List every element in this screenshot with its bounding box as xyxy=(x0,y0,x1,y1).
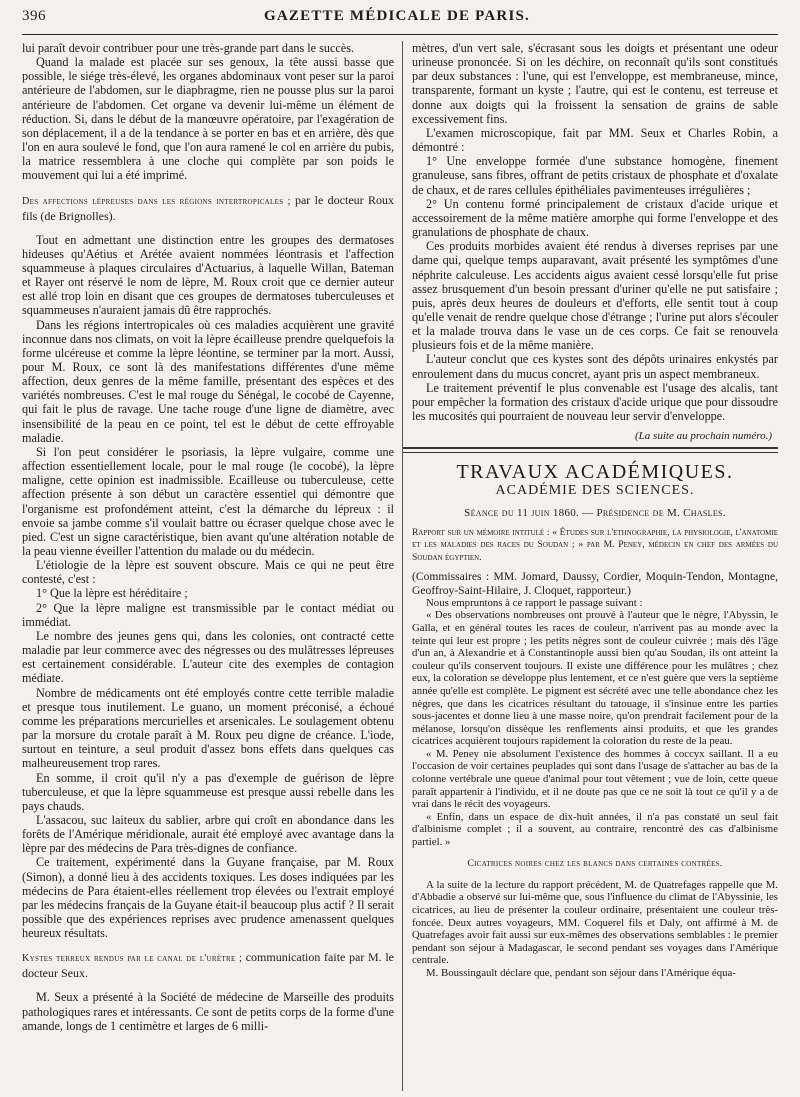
continued-note: (La suite au prochain numéro.) xyxy=(635,430,772,443)
section-heading-lepreuses xyxy=(22,193,394,225)
paragraph: Ces produits morbides avaient été rendus à diverses reprises par une dame qui, quelque temps auparavant, avait présenté les symptômes d'une néphrite calculeuse. Les accidents aigus avaient cessé lorsqu'elle fut prise assez brusquement d'un besoin pressant d'uriner qu'elle ne put satisfaire ; puis, après deux heures de douleurs et d'efforts, elle sentit tout à coup qu'elle venait de rendre quelque chose d'étrange ; l'urine put alors s'écouler et la malade trouva dans le vase un de ces corps. Ce fait se renouvela plusieurs fois et de la même manière. xyxy=(412,239,778,353)
paragraph: Ce traitement, expérimenté dans la Guyane française, par M. Roux (Simon), a donné lieu à des accidents toxiques. Les doses indiquées par les médecins de Para étaient-elles réellement trop élevées ou l'extrait employé par les médecins français de la Guyane était-il beaucoup plus actif ? Il serait possible que des expériences reprises avec prudence amenassent quelques heureux résultats. xyxy=(22,855,394,941)
paragraph: L'examen microscopique, fait par MM. Seux et Charles Robin, a démontré : xyxy=(412,125,778,155)
commission-list: (Commissaires : MM. Jomard, Daussy, Cordier, Moquin-Tendon, Montagne, Geoffroy-Saint-Hilaire, J. Cloquet, rapporteur.) xyxy=(412,570,778,597)
right-column xyxy=(403,41,778,1091)
section-title: Kystes terreux rendus par le canal de l'urètre ; xyxy=(22,953,243,965)
paragraph: Nous empruntons à ce rapport le passage suivant : xyxy=(426,596,643,609)
paragraph: L'auteur conclut que ces kystes sont des dépôts urinaires enkystés par enroulement dans du mucus concret, ayant pris un aspect membraneux. xyxy=(412,352,778,381)
left-column xyxy=(22,41,403,1091)
paragraph: Quand la malade est placée sur ses genoux, la tête aussi basse que possible, le siége très-élevé, les organes abdominaux vont peser sur la paroi antérieure de l'abdomen, sur le diaphragme, rien ne pousse plus sur la paroi antérieure de l'abdomen. Cet organe va devenir lui-même un élément de réduction. Si, dans le début de la manœuvre opératoire, par l'exagération de son déplacement, il a de la tendance à se porter en bas et en arrière, dès que l'on en aura soulevé le fond, que l'on aura ramené le col en arrière du pubis, la matrice ressemblera à une cloche qui complète par son poids le mouvement qui lui a été imprimé. xyxy=(22,55,394,183)
quote-paragraph: « Enfin, dans un espace de dix-huit années, il n'a pas constaté un seul fait d'albinisme complet ; il a souvent, au contraire, rencontré des cas d'albinisme partiel. » xyxy=(412,810,778,849)
page-header xyxy=(22,8,778,35)
subheading-academie: ACADÉMIE DES SCIENCES. xyxy=(495,482,695,498)
list-item: 1° Une enveloppe formée d'une substance homogène, finement granuleuse, sans fibres, offrant de petits cristaux de phosphate et d'oxalate de chaux, et de rares cellules épithéliales pavimenteuses irrégulières ; xyxy=(412,154,778,197)
paragraph: L'assacou, suc laiteux du sablier, arbre qui croît en abondance dans les forêts de l'Amérique méridionale, aurait été employé avec avantage dans la lèpre par des médecins de Para très-dignes de confiance. xyxy=(22,812,394,856)
paragraph: Tout en admettant une distinction entre les groupes des dermatoses hideuses qu'Aétius et Arétée avaient nommées léontrasis et l'affection squammeuse à plaques circulaires d'Actuarius, à laquelle Willan, Bateman et Rayer ont réservé le nom de lèpre, M. Roux croit que ce dernier auteur est allé trop loin en disant que ces groupes de dermatoses tuberculeuses et squammeuses n'auraient jamais dû être rapprochés. xyxy=(22,232,394,318)
paragraph: lui paraît devoir contribuer pour une très-grande part dans le succès. xyxy=(22,41,354,55)
section-heading-travaux: TRAVAUX ACADÉMIQUES. xyxy=(456,461,734,484)
columns xyxy=(22,41,778,1091)
paragraph: Dans les régions intertropicales où ces maladies acquièrent une gravité inconnue dans nos climats, on voit la lèpre écailleuse prendre quelquefois la forme ulcéreuse et comme la lèpre léontine, se terminer par la mort. Aussi, pour M. Roux, ce sont là des manifestations différentes d'une même affection, deux genres de la même famille, présentant des espèces et des variétés nombreuses. C'est le mal rouge du Sénégal, le cocobé de Cayenne, qui fait le plus de ravage. Une tache rouge d'une ligne de diamètre, avec insensibilité de la peau en ce point, tel est le début de cette effroyable maladie. xyxy=(22,317,394,445)
section-byline: communication faite par M. le docteur Seux. xyxy=(22,950,394,981)
page-number: 396 xyxy=(22,8,46,24)
section-heading-kystes xyxy=(22,950,394,982)
report-title: Rapport sur un mémoire intitulé : « Études sur l'ethnographie, la physiologie, l'anatomie et les maladies des races du Soudan ; » par M. Peney, médecin en chef des armées du Soudan égyptien. xyxy=(412,526,778,563)
paragraph: En somme, il croit qu'il n'y a pas d'exemple de guérison de lèpre tuberculeuse, et que la lèpre squammeuse est presque aussi rebelle dans les pays chauds. xyxy=(22,770,394,813)
journal-title: GAZETTE MÉDICALE DE PARIS. xyxy=(264,8,530,24)
paragraph: Le traitement préventif le plus convenable est l'usage des alcalis, tant pour empêcher la formation des cristaux d'acide urique que pour dissoudre les mucosités qui pourraient de nouveau leur servir d'enveloppe. xyxy=(412,380,778,424)
paragraph: M. Seux a présenté à la Société de médecine de Marseille des produits pathologiques rares et intéressants. Ce sont de petits corps de la forme d'une amande, longs de 1 centimètre et larges de 6 milli- xyxy=(22,990,394,1033)
section-title: Des affections lépreuses dans les régions intertropicales ; xyxy=(22,195,291,207)
paragraph: A la suite de la lecture du rapport précédent, M. de Quatrefages rappelle que M. d'Abbadie a observé sur lui-même que, sous l'influence du climat de l'Abyssinie, les cicatrices, au lieu de présenter la couleur ordinaire, présentaient une couleur très-foncée. Deux autres voyageurs, MM. Coquerel fils et Daly, ont affirmé à M. de Quatrefages avoir fait aussi sur eux-mêmes des observations semblables : le premier pendant son séjour à Madagascar, le second pendant ses voyages dans l'Amérique centrale. xyxy=(412,878,778,967)
paragraph: M. Boussingault déclare que, pendant son séjour dans l'Amérique équa- xyxy=(426,966,736,979)
subsection-title: Cicatrices noires chez les blancs dans certaines contrées. xyxy=(467,857,723,869)
section-byline: par le docteur Roux fils (de Brignolles). xyxy=(22,192,394,223)
paragraph: L'étiologie de la lèpre est souvent obscure. Mais ce qui ne peut être contesté, c'est : xyxy=(22,558,394,587)
paragraph: Si l'on peut considérer le psoriasis, la lèpre vulgaire, comme une affection essentiellement locale, pour le mal rouge (le cocobé), la lèpre maligne, cette opinion est inadmissible. Ecailleuse ou tuberculeuse, cette affection présente à son début un caractère essentiel qui démontre que l'organisme est profondément atteint, c'est la démarche du lépreux : il envoie sa jambe comme s'il voulait battre ou écraser quelque chose avec le pied. C'est un signe caractéristique, bien avant qu'une altération notable de la peau vienne éveiller l'attention du malade ou du médecin. xyxy=(22,444,394,558)
paragraph: Le nombre des jeunes gens qui, dans les colonies, ont contracté cette maladie par leur commerce avec des négresses ou des mulâtresses lépreuses est certainement considérable. L'auteur cite des exemples de contagion médiate. xyxy=(22,628,394,686)
paragraph: Nombre de médicaments ont été employés contre cette terrible maladie et presque tous inutilement. Le guano, un moment préconisé, a échoué comme les préparations mercurielles et arsenicales. Le soulagement obtenu par la morsure du crotale paraît à M. Roux peu digne de créance. L'iode, surtout en teinture, a seul produit d'assez bons effets dans quelques cas malheureusement trop rares. xyxy=(22,685,394,771)
list-item: 2° Un contenu formé principalement de cristaux d'acide urique et accessoirement de la même matière amorphe qui forme l'enveloppe et des granulations de phosphate de chaux. xyxy=(412,196,778,240)
quote-paragraph: « Des observations nombreuses ont prouvé à l'auteur que le nègre, l'Abyssin, le Galla, et en général toutes les races de couleur, n'arrivent pas au monde avec la teinte qui leur est propre ; les petits nègres sont de couleur cuivrée ; mais dès l'âge d'un an, à Alexandrie et à Constantinople aussi bien qu'au Soudan, ils ont atteint la couleur qu'ils conservent toujours. Il existe une différence pour les mulâtres ; chez eux, la coloration se développe plus lentement, et ce n'est guère que vers la septième année qu'elle est complète. Le pigment est sécrété avec une telle abondance chez les nègres, que dans les cicatrices résultant du tatouage, il s'insinue entre les parties sous-jacentes et donne lieu à une masse noire, qu'on prendrait facilement pour de la mélanose, lorsqu'on dissèque les renflements ainsi produits, et que les grandes cicatrices acquièrent toujours rapidement la coloration du reste de la peau. xyxy=(412,609,778,748)
quote-paragraph: « M. Peney nie absolument l'existence des hommes à coccyx saillant. Il a eu l'occasion de voir certaines peuplades qui sont dans l'usage de s'attacher au bas de la colonne vertébrale une queue d'animal pour tout vêtement ; vue de loin, cette queue paraît appartenir à l'individu, et il ne doute pas que ce ne soit là tout ce qu'il y a de vrai dans le récit des voyageurs. xyxy=(412,747,778,811)
section-divider xyxy=(403,447,778,453)
list-item: 1° Que la lèpre est héréditaire ; xyxy=(36,586,188,601)
paragraph: mètres, d'un vert sale, s'écrasant sous les doigts et présentant une odeur urineuse prononcée. Si on les déchire, on reconnaît qu'ils sont constitués par deux substances : l'une, qui est l'enveloppe, est membraneuse, mince, transparente, formant un kyste ; l'autre, qui est le contenu, est terreuse et donne aux doigts qui la froissent la sensation de grains de sable excessivement fins. xyxy=(412,41,778,126)
list-item: 2° Que la lèpre maligne est transmissible par le contact médiat ou immédiat. xyxy=(22,600,394,629)
seance-line: Séance du 11 juin 1860. — Présidence de M. Chasles. xyxy=(464,506,726,519)
